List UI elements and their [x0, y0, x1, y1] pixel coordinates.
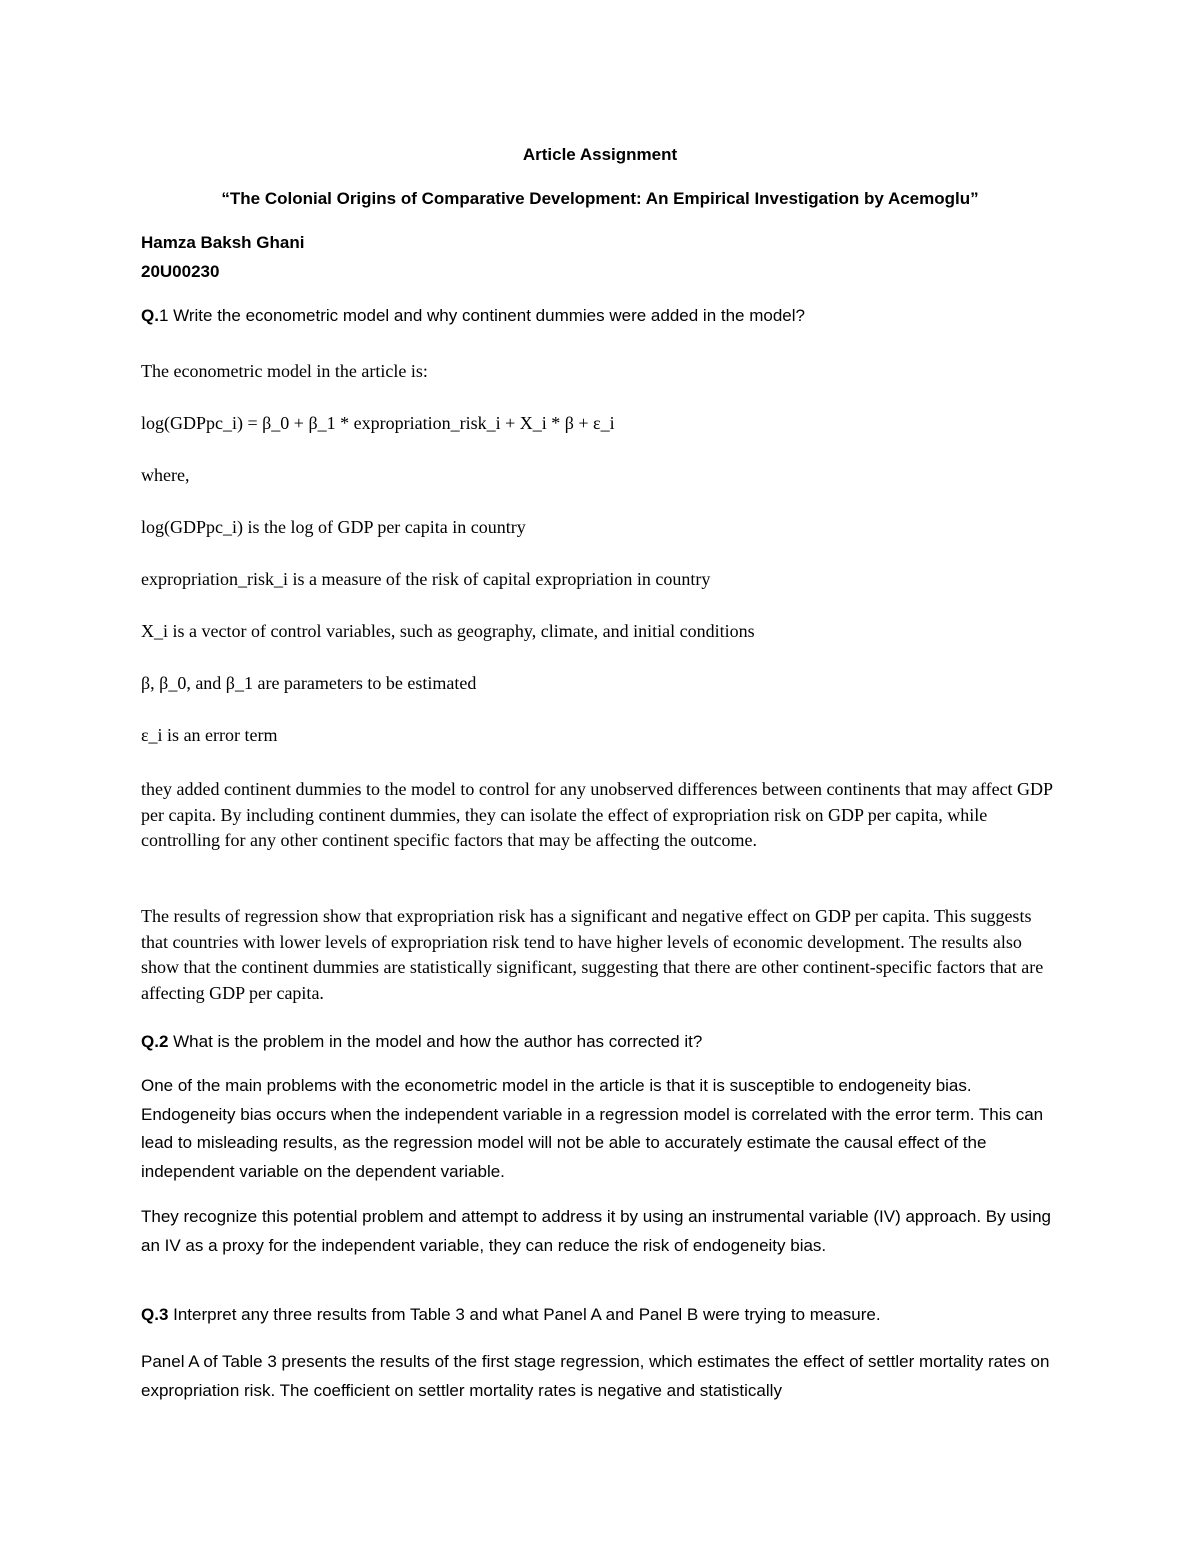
question-3 [141, 1305, 881, 1325]
document-subtitle: “The Colonial Origins of Comparative Development: An Empirical Investigation by Acemoglu” [221, 189, 979, 208]
definition-expropriation: expropriation_risk_i is a measure of the risk of capital expropriation in country [141, 569, 711, 589]
definition-controls: X_i is a vector of control variables, such as geography, climate, and initial conditions [141, 621, 755, 641]
definition-error: ε_i is an error term [141, 725, 278, 745]
definition-parameters: β, β_0, and β_1 are parameters to be estimated [141, 673, 477, 693]
student-id: 20U00230 [141, 262, 220, 281]
author-name: Hamza Baksh Ghani [141, 233, 305, 252]
document-title: Article Assignment [522, 145, 678, 164]
regression-results-paragraph: The results of regression show that expropriation risk has a significant and negative effect on GDP per capita. This suggests that countries with lower levels of expropriation risk tend to have higher levels of economic development. The results also show that the continent dummies are statistically significant, suggesting that there are other continent-specific factors that are affecting GDP per capita. [141, 906, 1044, 1003]
definition-gdp: log(GDPpc_i) is the log of GDP per capita in country [141, 517, 526, 537]
question-1-text: 1 Write the econometric model and why continent dummies were added in the model? [158, 306, 805, 325]
question-1 [141, 306, 805, 326]
model-equation: log(GDPpc_i) = β_0 + β_1 * expropriation_risk_i + X_i * β + ε_i [141, 413, 615, 433]
where-label: where, [141, 465, 190, 485]
question-2-text: What is the problem in the model and how the author has corrected it? [168, 1032, 703, 1051]
continent-dummies-paragraph: they added continent dummies to the model to control for any unobserved differences between continents that may affect GDP per capita. By including continent dummies, they can isolate the effect of expropriation risk on GDP per capita, while controlling for any other continent specific factors that may be affecting the outcome. [141, 779, 1053, 850]
question-3-label: Q.3 [141, 1305, 169, 1324]
question-3-text: Interpret any three results from Table 3 and what Panel A and Panel B were trying to measure. [168, 1305, 881, 1324]
question-2-label: Q.2 [141, 1032, 169, 1051]
instrumental-variable-paragraph: They recognize this potential problem and attempt to address it by using an instrumental variable (IV) approach. By using an IV as a proxy for the independent variable, they can reduce the risk of endogeneity bias. [141, 1207, 1051, 1255]
model-intro: The econometric model in the article is: [141, 361, 428, 381]
endogeneity-paragraph: One of the main problems with the econometric model in the article is that it is susceptible to endogeneity bias. Endogeneity bias occurs when the independent variable in a regression model is correlated with the error term. This can lead to misleading results, as the regression model will not be able to accurately estimate the causal effect of the independent variable on the dependent variable. [141, 1076, 1044, 1181]
question-1-label: Q. [141, 306, 159, 325]
panel-a-paragraph: Panel A of Table 3 presents the results of the first stage regression, which estimates the effect of settler mortality rates on expropriation risk. The coefficient on settler mortality rates is negative and statistically [141, 1352, 1050, 1400]
question-2 [141, 1032, 702, 1052]
